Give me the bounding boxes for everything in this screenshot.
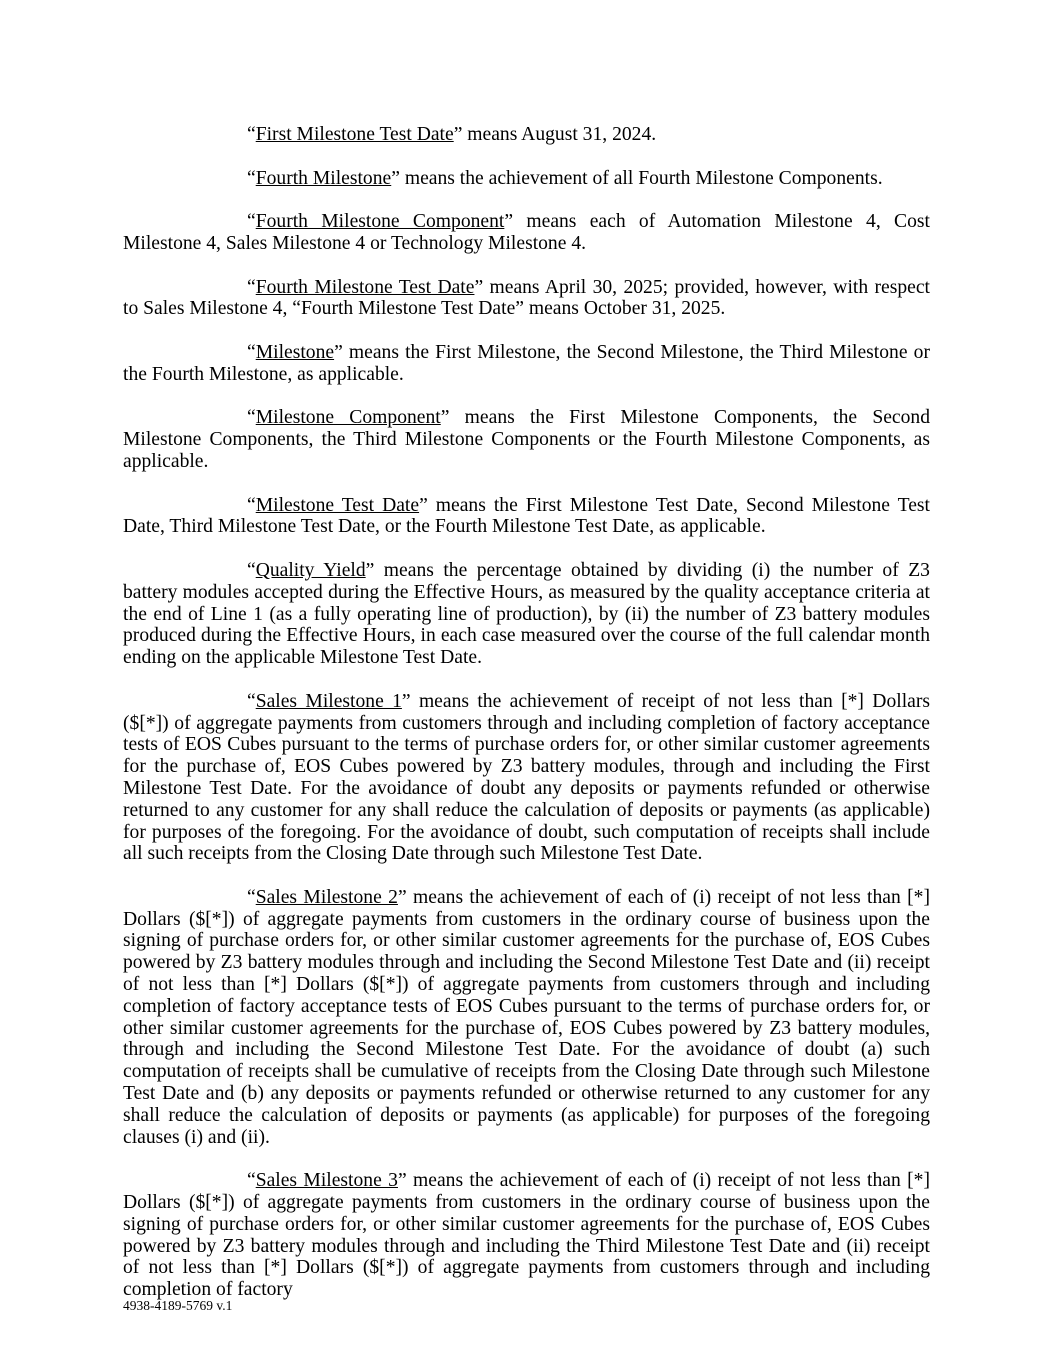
open-quote: “	[247, 276, 256, 298]
definition-text: ” means the First Milestone, the Second Milestone, the Third Milestone or the Fourth Milestone, as applicable.	[123, 341, 930, 385]
definition-text: ” means August 31, 2024.	[453, 124, 657, 145]
definition-sales-milestone-1	[123, 691, 930, 865]
definition-fourth-milestone-test-date	[123, 277, 930, 321]
definition-text: ” means the achievement of each of (i) receipt of not less than [*] Dollars ($[*]) of aggregate payments from customers in the ordinary course of business upon the signing of purchase orders for, or other similar customer agreements for the purchase of, EOS Cubes powered by Z3 battery modules through and including the Third Milestone Test Date and (ii) receipt of not less than [*] Dollars ($[*]) of aggregate payments from customers through and including completion of factory	[123, 1170, 930, 1301]
open-quote: “	[247, 124, 256, 145]
definition-milestone-component	[123, 407, 930, 472]
definition-quality-yield	[123, 560, 930, 669]
definition-text: ” means the achievement of receipt of not less than [*] Dollars ($[*]) of aggregate payments from customers through and including completion of factory acceptance tests of EOS Cubes pursuant to the terms of purchase orders for, or other similar customer agreements for the purchase of, EOS Cubes powered by Z3 battery modules, through and including the First Milestone Test Date. For the avoidance of doubt any deposits or payments refunded or otherwise returned to any customer for any shall reduce the calculation of deposits or payments (as applicable) for purposes of the foregoing. For the avoidance of doubt, such computation of receipts shall include all such receipts from the Closing Date through such Milestone Test Date.	[123, 690, 930, 865]
definition-first-milestone-test-date	[123, 124, 930, 146]
defined-term: Sales Milestone 3	[255, 1170, 398, 1192]
definition-sales-milestone-2	[123, 887, 930, 1149]
defined-term: Quality Yield	[255, 559, 366, 581]
definition-text: ” means April 30, 2025; provided, however, with respect to Sales Milestone 4, “Fourth Milestone Test Date” means October 31, 2025.	[123, 276, 930, 320]
defined-term: Milestone Test Date	[255, 494, 420, 516]
definition-fourth-milestone-component	[123, 211, 930, 255]
open-quote: “	[247, 407, 256, 429]
open-quote: “	[247, 494, 256, 516]
document-control-number: 4938-4189-5769 v.1	[123, 1298, 233, 1313]
open-quote: “	[247, 1170, 256, 1192]
defined-term: Fourth Milestone	[255, 167, 392, 189]
definition-milestone-test-date	[123, 495, 930, 539]
open-quote: “	[247, 886, 256, 908]
open-quote: “	[247, 341, 256, 363]
definition-text: ” means the achievement of all Fourth Milestone Components.	[391, 167, 883, 189]
defined-term: First Milestone Test Date	[255, 124, 454, 145]
open-quote: “	[247, 690, 256, 712]
definition-fourth-milestone	[123, 168, 930, 190]
definition-text: ” means the First Milestone Test Date, Second Milestone Test Date, Third Milestone Test Date, or the Fourth Milestone Test Date, as applicable.	[123, 494, 931, 538]
open-quote: “	[247, 559, 256, 581]
defined-term: Milestone Component	[255, 407, 441, 429]
defined-term: Sales Milestone 1	[255, 690, 402, 712]
definition-text: ” means the achievement of each of (i) receipt of not less than [*] Dollars ($[*]) of aggregate payments from customers in the ordinary course of business upon the signing of purchase orders for, or other similar customer agreements for the purchase of, EOS Cubes powered by Z3 battery modules through and including the Second Milestone Test Date and (ii) receipt of not less than [*] Dollars ($[*]) of aggregate payments from customers through and including completion of factory acceptance tests of EOS Cubes pursuant to the terms of purchase orders for, or other similar customer agreements for the purchase of, EOS Cubes powered by Z3 battery modules, through and including the Second Milestone Test Date. For the avoidance of doubt (a) such computation of receipts shall be cumulative of receipts from the Closing Date through such Milestone Test Date and (b) any deposits or payments refunded or otherwise returned to any customer for any shall reduce the calculation of deposits or payments (as applicable) for purposes of the foregoing clauses (i) and (ii).	[123, 886, 930, 1148]
definition-text: ” means each of Automation Milestone 4, Cost Milestone 4, Sales Milestone 4 or Technology Milestone 4.	[123, 211, 930, 254]
definition-sales-milestone-3	[123, 1170, 930, 1301]
definition-milestone	[123, 342, 930, 386]
open-quote: “	[247, 211, 256, 233]
definition-text: ” means the First Milestone Components, the Second Milestone Components, the Third Milestone Components or the Fourth Milestone Components, as applicable.	[123, 407, 930, 472]
defined-term: Sales Milestone 2	[255, 886, 398, 908]
defined-term: Fourth Milestone Test Date	[255, 276, 475, 298]
definition-text: ” means the percentage obtained by dividing (i) the number of Z3 battery modules accepted during the Effective Hours, as measured by the quality acceptance criteria at the end of Line 1 (as a fully operating line of production), by (ii) the number of Z3 battery modules produced during the Effective Hours, in each case measured over the course of the full calendar month ending on the applicable Milestone Test Date.	[123, 559, 930, 669]
defined-term: Milestone	[255, 341, 335, 363]
open-quote: “	[247, 167, 256, 189]
defined-term: Fourth Milestone Component	[255, 211, 505, 233]
